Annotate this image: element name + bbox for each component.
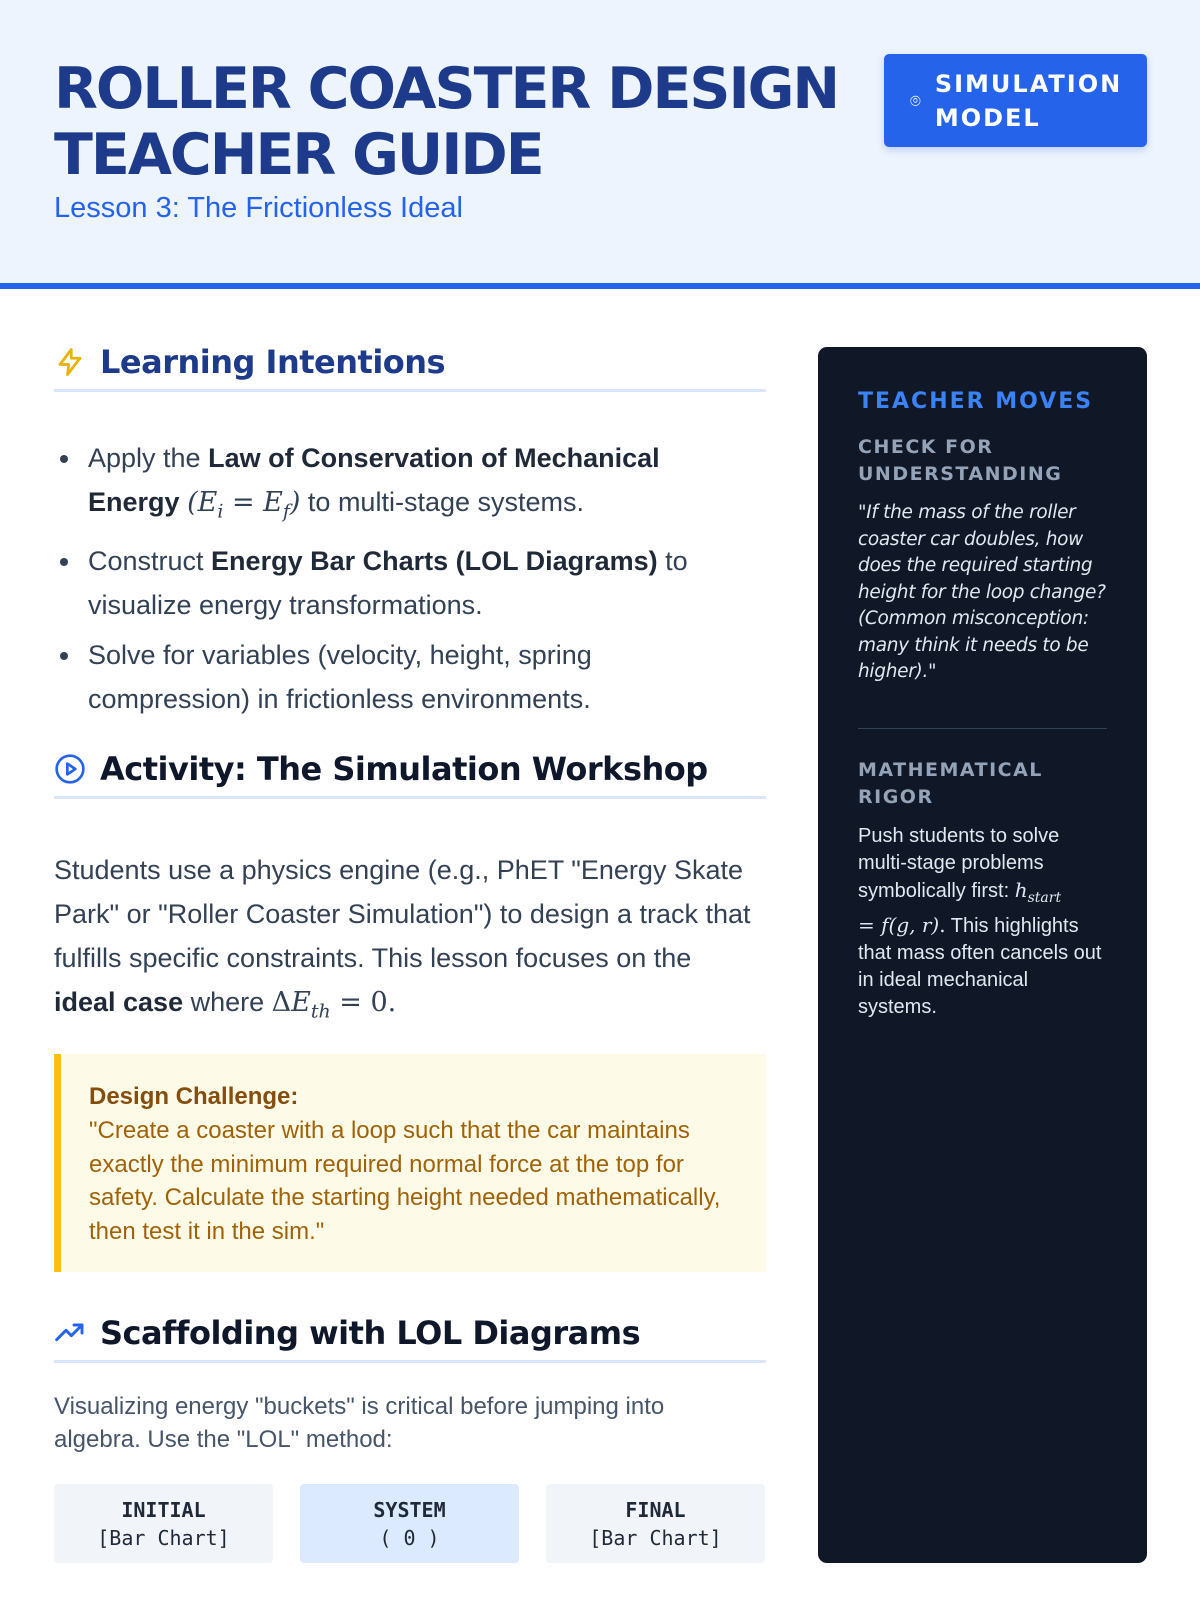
lol-box-title: FINAL: [625, 1497, 686, 1522]
scaffolding-header: [54, 1305, 766, 1363]
chip-icon: ⌾: [910, 90, 921, 111]
item-bold: Energy Bar Charts (LOL Diagrams): [211, 546, 658, 577]
check-understanding-quote: "If the mass of the roller coaster car doubles, how does the required starting height for the loop change? (Common misconception: many think it needs to be higher).": [858, 502, 1106, 682]
lol-box-title: SYSTEM: [373, 1497, 446, 1522]
item-text: Apply the: [88, 443, 209, 473]
lol-box-value: [Bar Chart]: [97, 1525, 230, 1550]
lol-system-box: [300, 1484, 519, 1563]
lol-initial-box: [54, 1484, 273, 1563]
activity-heading: Activity: The Simulation Workshop: [100, 749, 708, 788]
list-item: [54, 436, 754, 533]
item-text: to visualize energy transformations.: [88, 546, 688, 621]
item-text: to multi-stage systems.: [300, 487, 585, 517]
lol-final-box: [546, 1484, 765, 1563]
page-header: [0, 0, 1200, 289]
thermal-energy-equation: $\Delta E_{th} = 0$.: [271, 987, 397, 1023]
page-subtitle: Lesson 3: The Frictionless Ideal: [54, 192, 463, 224]
page-title: ROLLER COASTER DESIGN TEACHER GUIDE: [54, 56, 839, 188]
energy-equation: $(E_i = E_f)$: [187, 487, 301, 523]
mathematical-rigor-text: [858, 823, 1107, 1021]
learning-intentions-header: [54, 334, 766, 392]
teacher-moves-sidebar: [818, 347, 1147, 1563]
item-bold: Law of Conservation of Mechanical Energy: [88, 443, 660, 517]
item-text: Solve for variables (velocity, height, spring compression) in frictionless environments.: [88, 640, 592, 715]
activity-paragraph: [54, 848, 754, 1033]
simulation-model-button[interactable]: [884, 54, 1147, 147]
start-height-function: = f(g, r).: [858, 912, 946, 937]
lol-box-value: [Bar Chart]: [589, 1525, 722, 1550]
challenge-text: "Create a coaster with a loop such that the car maintains exactly the minimum required normal force at the top for safety. Calculate the starting height needed mathematically, then test it in the sim.": [89, 1117, 721, 1245]
sidebar-divider: [858, 728, 1107, 729]
mathematical-rigor-heading: MATHEMATICAL RIGOR: [858, 758, 1043, 808]
challenge-title: Design Challenge:: [89, 1083, 299, 1110]
sidebar-title: TEACHER MOVES: [858, 389, 1094, 414]
para-text: Students use a physics engine (e.g., PhET "Energy Skate Park" or "Roller Coaster Simulation") to design a track that fulfills specific constraints. This lesson focuses on the: [54, 855, 751, 973]
check-understanding-heading: CHECK FOR UNDERSTANDING: [858, 436, 1063, 485]
simulation-model-label: SIMULATION MODEL: [934, 69, 1123, 132]
lightning-icon: [54, 346, 86, 378]
design-challenge-callout: [54, 1054, 766, 1272]
start-height-symbol: $h_{start}$: [1014, 877, 1062, 906]
para-text: where: [183, 987, 272, 1017]
learning-intentions-list: [54, 436, 754, 727]
scaffolding-text: Visualizing energy "buckets" is critical before jumping into algebra. Use the "LOL" method:: [54, 1393, 665, 1453]
lol-box-title: INITIAL: [121, 1497, 206, 1522]
lol-box-value: ( 0 ): [379, 1525, 440, 1550]
para-bold: ideal case: [54, 987, 184, 1017]
item-text: Construct: [88, 546, 212, 577]
rigor-text: Push students to solve multi-stage problems symbolically first:: [858, 824, 1060, 902]
scaffolding-heading: Scaffolding with LOL Diagrams: [100, 1313, 641, 1352]
list-item: [54, 539, 754, 627]
rigor-text: This highlights that mass often cancels out in ideal mechanical systems.: [858, 914, 1102, 1018]
list-item: [54, 633, 754, 721]
learning-intentions-heading: Learning Intentions: [100, 342, 446, 381]
activity-header: [54, 741, 766, 799]
play-circle-icon: [54, 753, 86, 785]
trending-up-icon: [54, 1317, 86, 1349]
